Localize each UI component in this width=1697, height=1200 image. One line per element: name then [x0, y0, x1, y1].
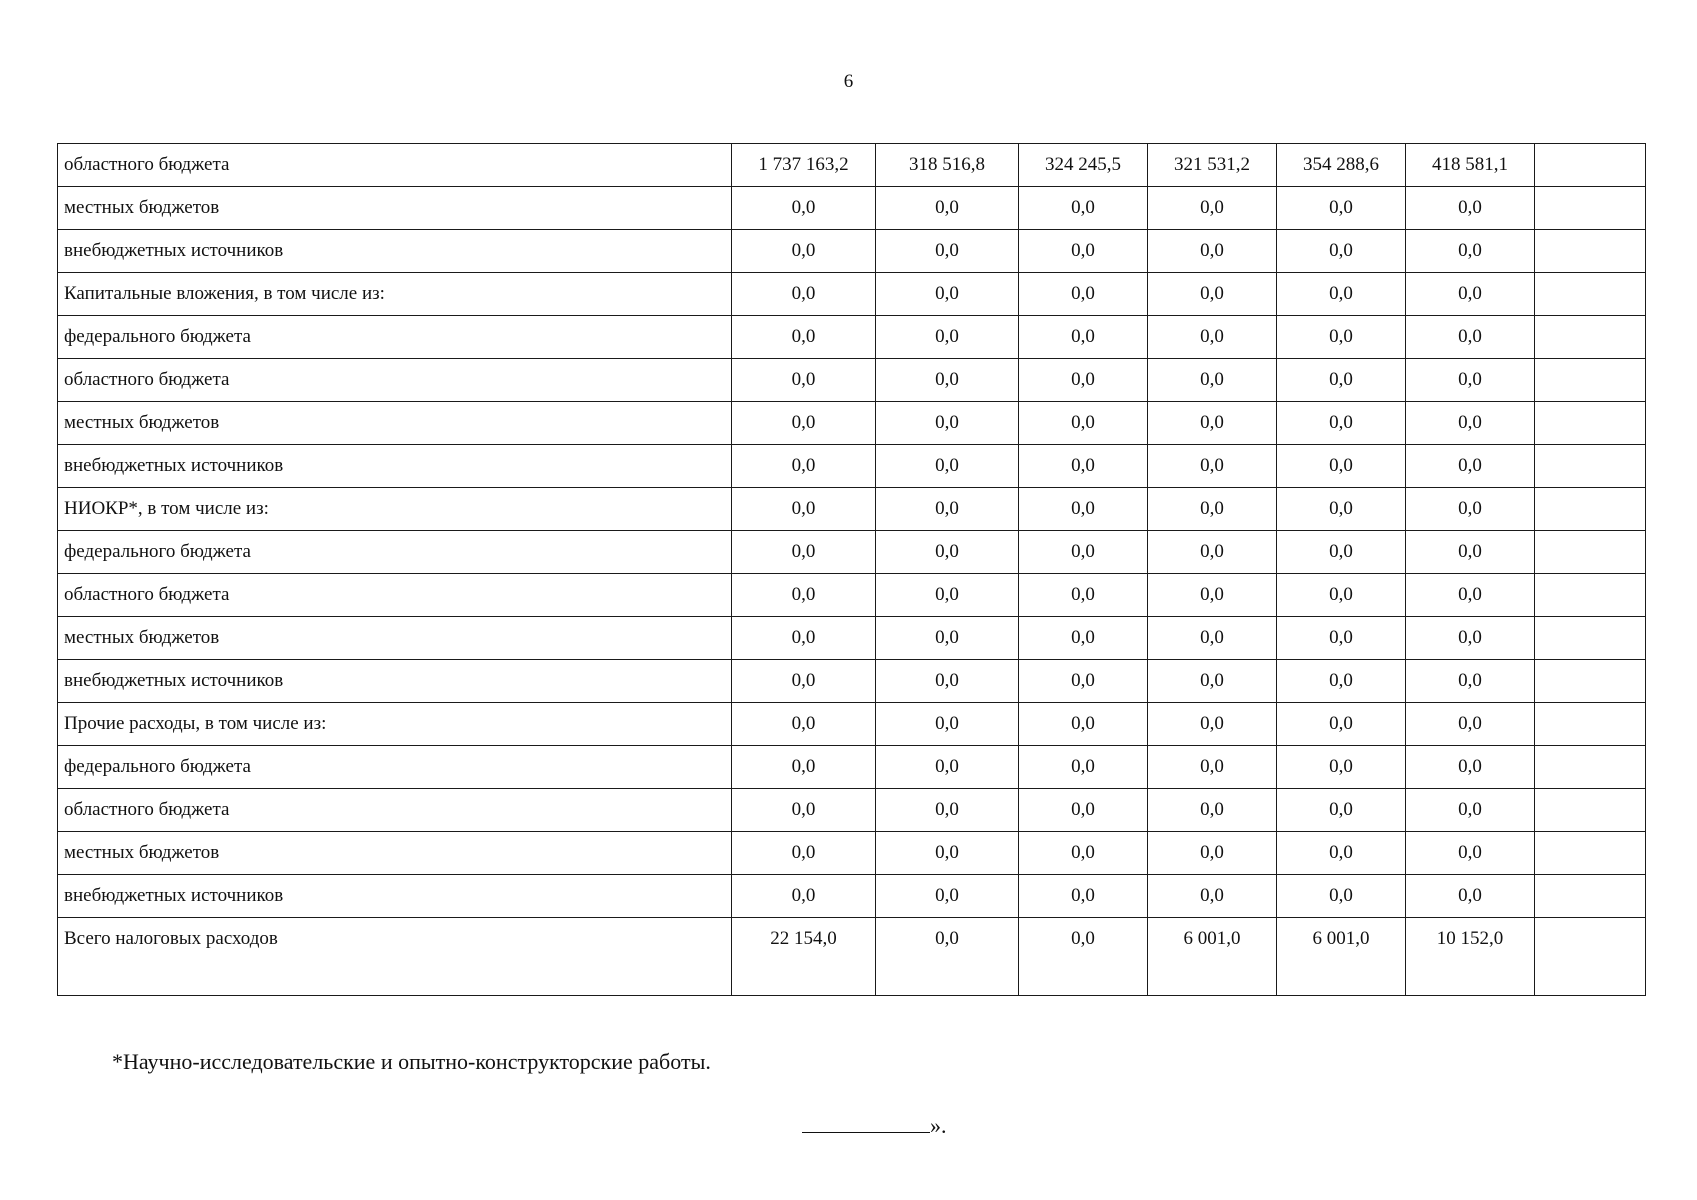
value-cell: 0,0	[1406, 402, 1535, 445]
row-label: Прочие расходы, в том числе из:	[58, 703, 732, 746]
table-row	[58, 832, 1646, 875]
value-cell: 0,0	[1148, 273, 1277, 316]
table-row	[58, 273, 1646, 316]
value-cell: 0,0	[876, 703, 1019, 746]
value-cell: 0,0	[1019, 273, 1148, 316]
value-cell: 0,0	[1277, 746, 1406, 789]
value-cell: 0,0	[1019, 402, 1148, 445]
value-cell: 0,0	[1019, 789, 1148, 832]
value-cell: 0,0	[732, 574, 876, 617]
value-cell: 0,0	[1406, 574, 1535, 617]
value-cell: 10 152,0	[1406, 918, 1535, 996]
row-label: местных бюджетов	[58, 402, 732, 445]
value-cell: 0,0	[876, 488, 1019, 531]
value-cell: 0,0	[1019, 832, 1148, 875]
value-cell: 0,0	[1277, 660, 1406, 703]
value-cell: 0,0	[876, 875, 1019, 918]
value-cell: 0,0	[1148, 359, 1277, 402]
value-cell: 0,0	[1148, 832, 1277, 875]
value-cell: 0,0	[876, 187, 1019, 230]
row-label: местных бюджетов	[58, 617, 732, 660]
row-label: областного бюджета	[58, 789, 732, 832]
row-label: федерального бюджета	[58, 531, 732, 574]
value-cell: 0,0	[876, 359, 1019, 402]
value-cell	[1535, 488, 1646, 531]
value-cell: 0,0	[1406, 187, 1535, 230]
row-label: областного бюджета	[58, 574, 732, 617]
value-cell	[1535, 617, 1646, 660]
value-cell: 0,0	[732, 316, 876, 359]
value-cell	[1535, 144, 1646, 187]
value-cell: 0,0	[1148, 316, 1277, 359]
value-cell: 0,0	[1406, 789, 1535, 832]
value-cell: 0,0	[1406, 230, 1535, 273]
value-cell: 0,0	[1148, 875, 1277, 918]
value-cell: 0,0	[1406, 875, 1535, 918]
table-row	[58, 531, 1646, 574]
value-cell: 0,0	[732, 875, 876, 918]
value-cell: 0,0	[1277, 359, 1406, 402]
value-cell: 0,0	[1148, 574, 1277, 617]
value-cell: 0,0	[876, 402, 1019, 445]
value-cell: 0,0	[1148, 488, 1277, 531]
value-cell: 0,0	[876, 531, 1019, 574]
value-cell	[1535, 316, 1646, 359]
table-row	[58, 918, 1646, 996]
value-cell: 0,0	[1019, 574, 1148, 617]
row-label: Капитальные вложения, в том числе из:	[58, 273, 732, 316]
value-cell: 0,0	[1406, 660, 1535, 703]
value-cell: 0,0	[732, 445, 876, 488]
value-cell: 0,0	[1019, 617, 1148, 660]
closing-line	[802, 1112, 947, 1139]
value-cell: 0,0	[732, 703, 876, 746]
value-cell: 6 001,0	[1148, 918, 1277, 996]
value-cell: 0,0	[732, 488, 876, 531]
value-cell: 0,0	[1148, 617, 1277, 660]
value-cell: 0,0	[1406, 316, 1535, 359]
table-row	[58, 445, 1646, 488]
value-cell: 0,0	[1277, 402, 1406, 445]
value-cell: 0,0	[1019, 488, 1148, 531]
value-cell: 0,0	[732, 359, 876, 402]
table-row	[58, 574, 1646, 617]
row-label: федерального бюджета	[58, 316, 732, 359]
value-cell: 0,0	[1019, 703, 1148, 746]
value-cell: 0,0	[1277, 574, 1406, 617]
row-label: областного бюджета	[58, 144, 732, 187]
value-cell: 0,0	[1148, 703, 1277, 746]
table-row	[58, 660, 1646, 703]
value-cell: 0,0	[732, 531, 876, 574]
value-cell: 0,0	[732, 617, 876, 660]
value-cell: 0,0	[876, 273, 1019, 316]
value-cell: 0,0	[1019, 875, 1148, 918]
value-cell: 0,0	[732, 660, 876, 703]
signature-blank	[802, 1112, 930, 1133]
value-cell: 0,0	[1277, 187, 1406, 230]
footnote: *Научно-исследовательские и опытно-конструкторские работы.	[112, 1049, 711, 1074]
value-cell: 0,0	[1277, 445, 1406, 488]
value-cell: 22 154,0	[732, 918, 876, 996]
table-row	[58, 144, 1646, 187]
table-row	[58, 789, 1646, 832]
value-cell: 0,0	[1019, 660, 1148, 703]
table-row	[58, 359, 1646, 402]
value-cell: 0,0	[1277, 531, 1406, 574]
value-cell	[1535, 832, 1646, 875]
value-cell	[1535, 703, 1646, 746]
value-cell	[1535, 746, 1646, 789]
closing-quote: ».	[930, 1113, 947, 1138]
value-cell	[1535, 531, 1646, 574]
row-label: внебюджетных источников	[58, 445, 732, 488]
value-cell: 0,0	[876, 660, 1019, 703]
value-cell: 0,0	[1406, 531, 1535, 574]
value-cell: 0,0	[876, 230, 1019, 273]
value-cell: 0,0	[1148, 402, 1277, 445]
table-row	[58, 703, 1646, 746]
value-cell: 0,0	[876, 316, 1019, 359]
value-cell: 0,0	[1406, 746, 1535, 789]
value-cell: 0,0	[1019, 445, 1148, 488]
value-cell: 0,0	[1019, 746, 1148, 789]
value-cell: 0,0	[1277, 832, 1406, 875]
value-cell: 0,0	[1277, 488, 1406, 531]
value-cell: 0,0	[1148, 789, 1277, 832]
table-row	[58, 617, 1646, 660]
value-cell: 0,0	[876, 918, 1019, 996]
page-number: 6	[843, 71, 854, 92]
value-cell: 0,0	[732, 187, 876, 230]
value-cell	[1535, 187, 1646, 230]
value-cell	[1535, 359, 1646, 402]
row-label: внебюджетных источников	[58, 875, 732, 918]
value-cell: 321 531,2	[1148, 144, 1277, 187]
value-cell: 0,0	[1406, 832, 1535, 875]
value-cell: 0,0	[1406, 445, 1535, 488]
table-row	[58, 187, 1646, 230]
row-label: НИОКР*, в том числе из:	[58, 488, 732, 531]
value-cell	[1535, 789, 1646, 832]
value-cell: 0,0	[732, 746, 876, 789]
row-label: внебюджетных источников	[58, 230, 732, 273]
value-cell	[1535, 402, 1646, 445]
value-cell: 354 288,6	[1277, 144, 1406, 187]
value-cell: 0,0	[1277, 617, 1406, 660]
value-cell: 0,0	[1277, 789, 1406, 832]
value-cell: 0,0	[1019, 918, 1148, 996]
value-cell: 0,0	[1148, 230, 1277, 273]
value-cell: 0,0	[732, 832, 876, 875]
row-label: местных бюджетов	[58, 187, 732, 230]
value-cell: 0,0	[1406, 617, 1535, 660]
row-label: внебюджетных источников	[58, 660, 732, 703]
value-cell: 418 581,1	[1406, 144, 1535, 187]
table-row	[58, 746, 1646, 789]
value-cell: 0,0	[1277, 316, 1406, 359]
value-cell: 0,0	[1148, 531, 1277, 574]
value-cell: 0,0	[1019, 359, 1148, 402]
value-cell	[1535, 875, 1646, 918]
table-row	[58, 316, 1646, 359]
value-cell: 0,0	[732, 402, 876, 445]
value-cell: 0,0	[1148, 746, 1277, 789]
table-row	[58, 402, 1646, 445]
value-cell: 0,0	[1406, 359, 1535, 402]
value-cell: 0,0	[876, 746, 1019, 789]
value-cell: 1 737 163,2	[732, 144, 876, 187]
value-cell: 0,0	[1406, 703, 1535, 746]
budget-table	[57, 143, 1646, 996]
value-cell	[1535, 918, 1646, 996]
value-cell	[1535, 230, 1646, 273]
value-cell	[1535, 445, 1646, 488]
row-label: федерального бюджета	[58, 746, 732, 789]
value-cell: 0,0	[1148, 660, 1277, 703]
value-cell: 0,0	[876, 832, 1019, 875]
value-cell: 324 245,5	[1019, 144, 1148, 187]
value-cell: 0,0	[876, 574, 1019, 617]
table-row	[58, 488, 1646, 531]
value-cell: 0,0	[876, 445, 1019, 488]
value-cell: 0,0	[1019, 187, 1148, 230]
value-cell: 0,0	[1019, 230, 1148, 273]
value-cell: 0,0	[876, 789, 1019, 832]
value-cell: 0,0	[732, 230, 876, 273]
value-cell: 0,0	[876, 617, 1019, 660]
value-cell: 0,0	[1019, 316, 1148, 359]
value-cell: 0,0	[1406, 488, 1535, 531]
value-cell: 0,0	[1406, 273, 1535, 316]
table-row	[58, 230, 1646, 273]
value-cell: 0,0	[732, 273, 876, 316]
row-label: областного бюджета	[58, 359, 732, 402]
value-cell: 0,0	[1277, 703, 1406, 746]
row-label: местных бюджетов	[58, 832, 732, 875]
value-cell: 0,0	[1277, 273, 1406, 316]
value-cell	[1535, 574, 1646, 617]
value-cell	[1535, 273, 1646, 316]
value-cell: 0,0	[1019, 531, 1148, 574]
value-cell: 318 516,8	[876, 144, 1019, 187]
value-cell: 6 001,0	[1277, 918, 1406, 996]
value-cell	[1535, 660, 1646, 703]
value-cell: 0,0	[1277, 875, 1406, 918]
value-cell: 0,0	[732, 789, 876, 832]
value-cell: 0,0	[1148, 187, 1277, 230]
table-row	[58, 875, 1646, 918]
value-cell: 0,0	[1277, 230, 1406, 273]
value-cell: 0,0	[1148, 445, 1277, 488]
row-label: Всего налоговых расходов	[58, 918, 732, 996]
table-body	[58, 144, 1646, 996]
